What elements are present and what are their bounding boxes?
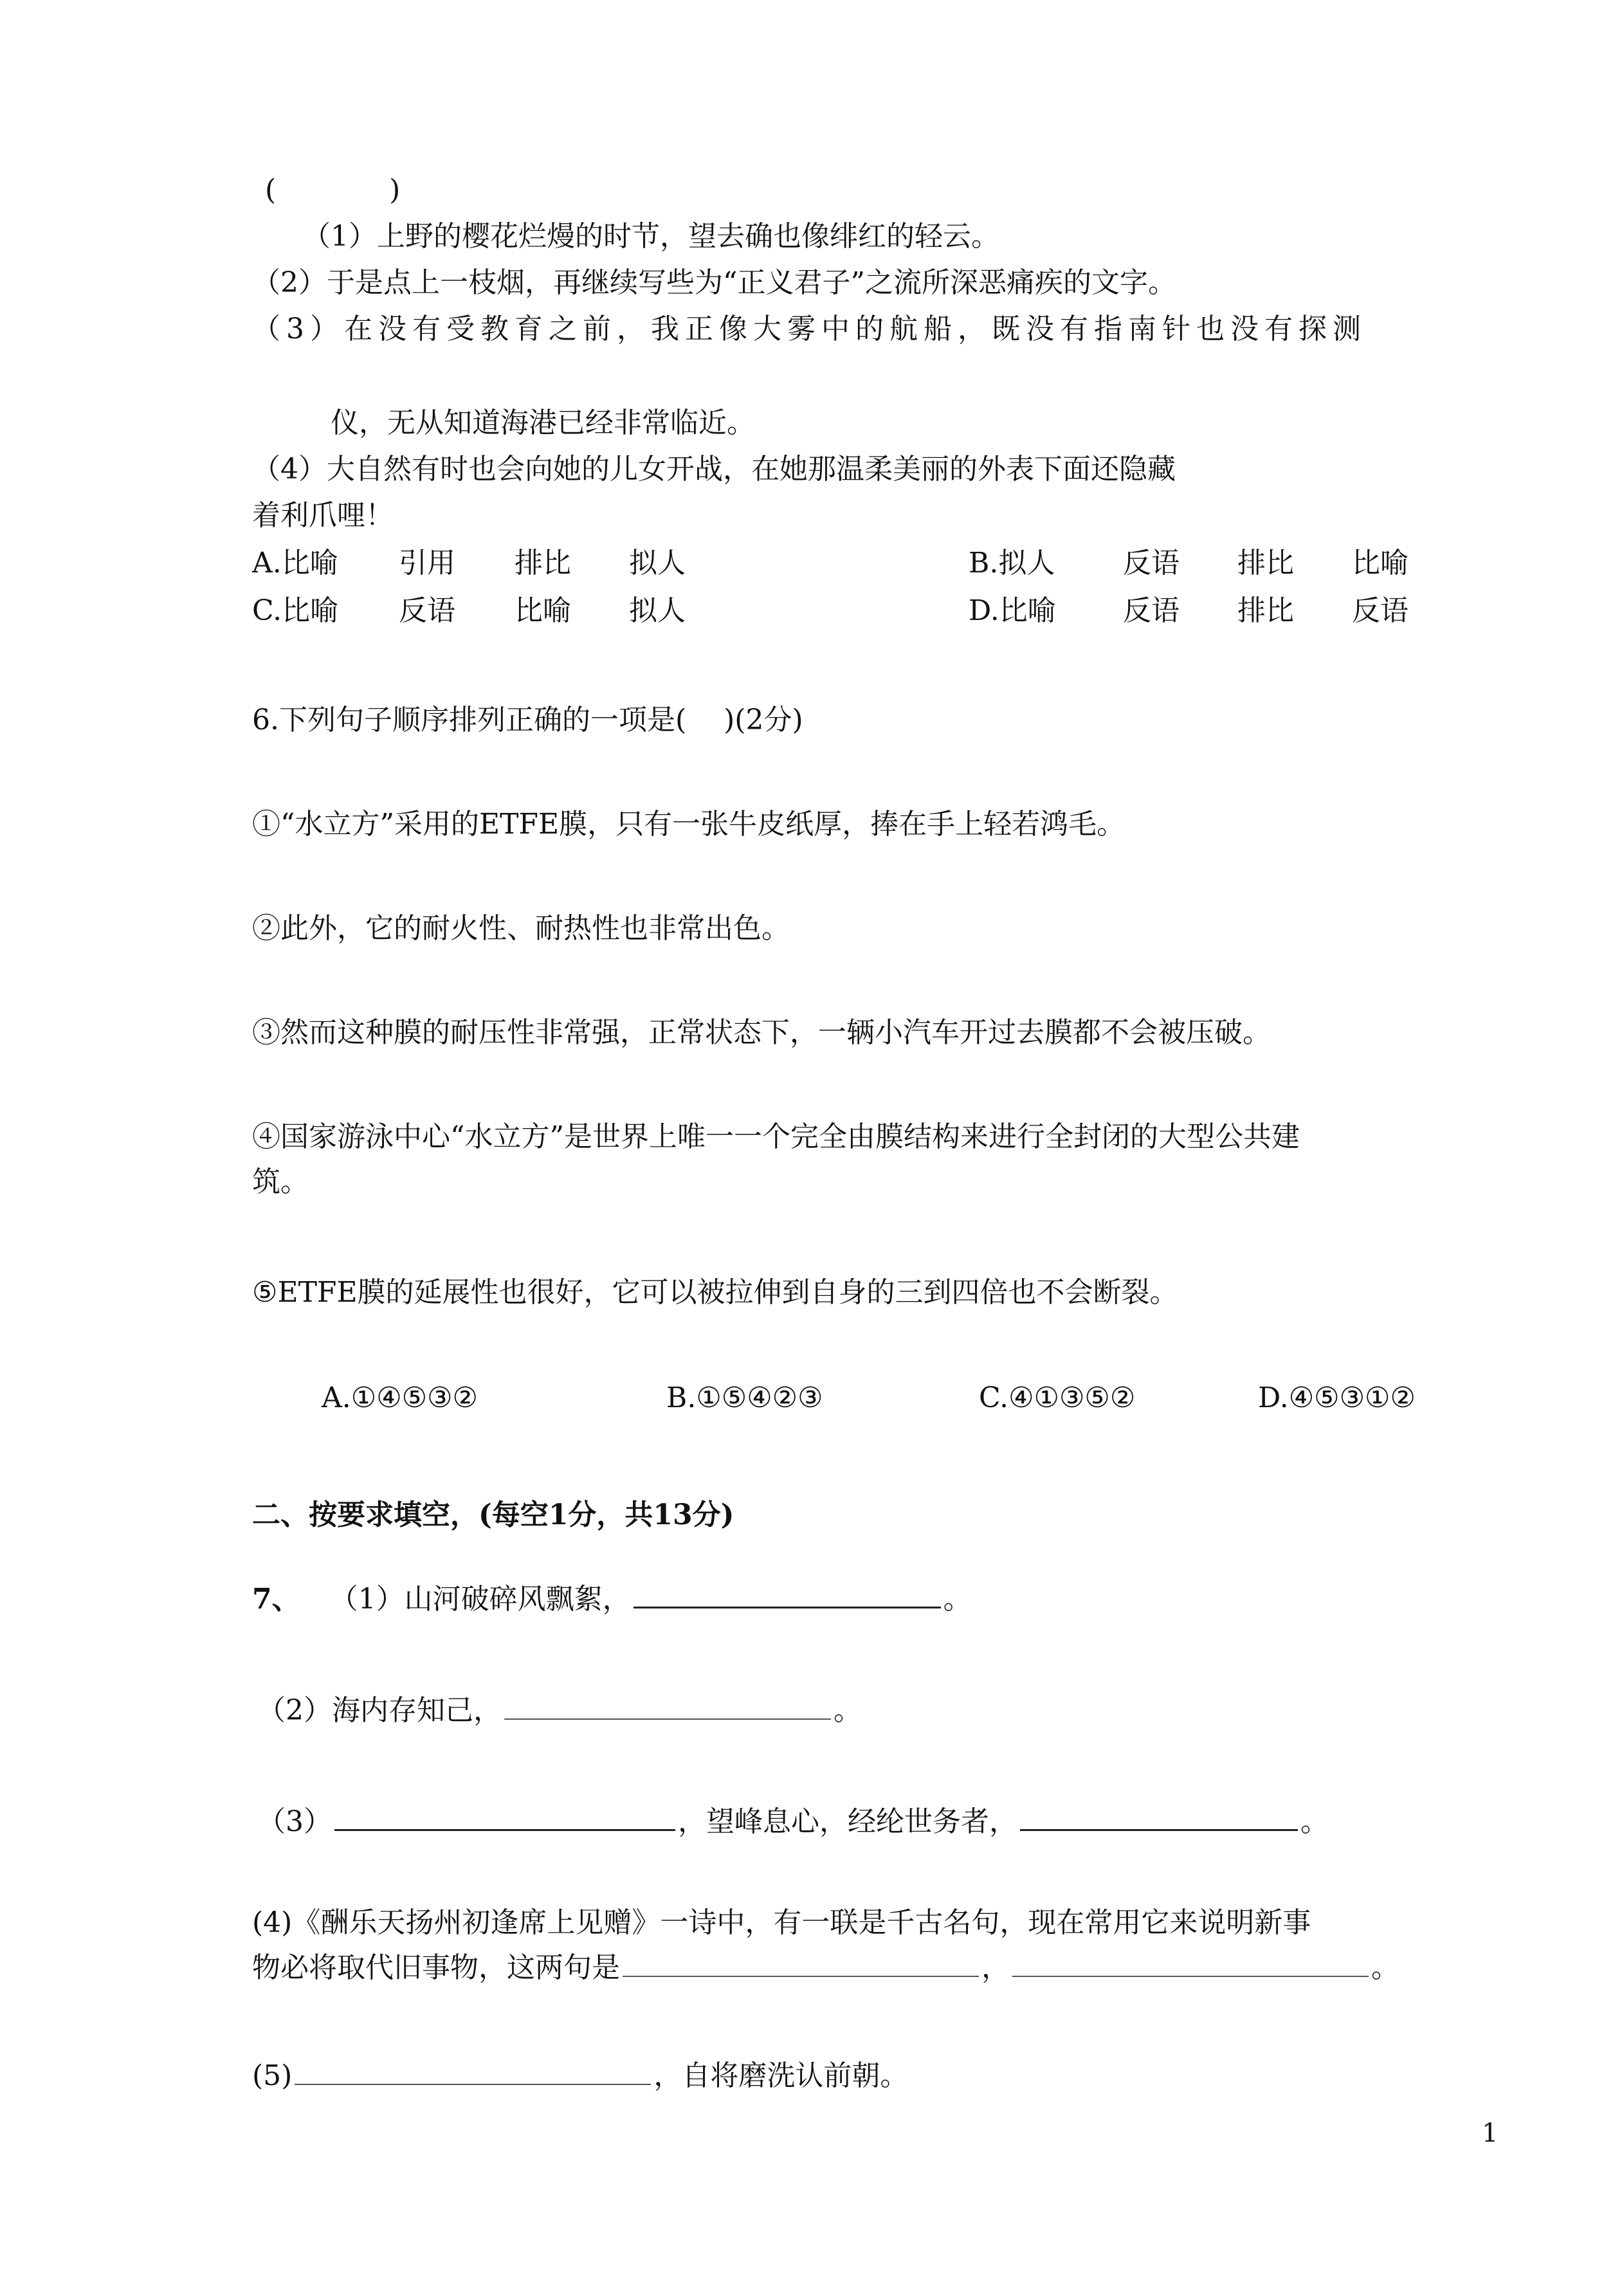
- punct: 。: [1300, 1805, 1329, 1838]
- q5-option-b[interactable]: [969, 545, 1483, 581]
- q5-sentence-3: （3）在没有受教育之前，我正像大雾中的航船，既没有指南针也没有探测: [252, 313, 1367, 345]
- option-term: 引用: [399, 547, 455, 579]
- option-term: 排比: [1237, 547, 1294, 579]
- page-number: 1: [1482, 2118, 1499, 2148]
- answer-blank[interactable]: [504, 1693, 831, 1720]
- option-term: B.拟人: [969, 547, 1055, 579]
- q6-option-d[interactable]: D.④⑤③①②: [1258, 1381, 1416, 1414]
- answer-parentheses: ( ): [265, 174, 401, 206]
- answer-blank[interactable]: [633, 1581, 941, 1608]
- option-term: 比喻: [1352, 547, 1408, 579]
- option-term: 排比: [1237, 594, 1294, 627]
- prompt-text: 物必将取代旧事物，这两句是: [252, 1951, 620, 1984]
- option-term: 拟人: [629, 594, 686, 627]
- option-term: 反语: [1352, 594, 1408, 627]
- punct: 。: [834, 1694, 862, 1727]
- q5-option-d[interactable]: [969, 593, 1483, 629]
- option-term: A.比喻: [252, 547, 338, 579]
- option-term: 反语: [1123, 594, 1180, 627]
- answer-blank[interactable]: [623, 1950, 979, 1977]
- answer-blank[interactable]: [295, 2058, 651, 2085]
- q5-sentence-1: （1）上野的樱花烂熳的时节，望去确也像绯红的轻云。: [302, 220, 999, 253]
- prompt-text: ，望峰息心，经纶世务者，: [678, 1805, 1017, 1838]
- q6-option-b[interactable]: B.①⑤④②③: [666, 1381, 823, 1414]
- q6-sentence-5: ⑤ETFE膜的延展性也很好，它可以被拉伸到自身的三到四倍也不会断裂。: [252, 1276, 1178, 1309]
- prompt-text: （3）: [257, 1805, 332, 1838]
- q7-line-3: [257, 1803, 1329, 1840]
- q5-option-a[interactable]: [252, 545, 831, 581]
- option-term: 比喻: [515, 594, 571, 627]
- q7-line-4: (4)《酬乐天扬州初逢席上见赠》一诗中，有一联是千古名句，现在常用它来说明新事: [252, 1906, 1311, 1939]
- option-term: D.比喻: [969, 594, 1056, 627]
- q5-sentence-4-cont: 着利爪哩！: [252, 499, 394, 532]
- prompt-text: （2）海内存知己，: [257, 1694, 502, 1727]
- q6-sentence-2: ②此外，它的耐火性、耐热性也非常出色。: [252, 912, 790, 945]
- q6-sentence-4: ④国家游泳中心“水立方”是世界上唯一一个完全由膜结构来进行全封闭的大型公共建: [252, 1120, 1300, 1153]
- q7-line-4-cont: [252, 1950, 1399, 1986]
- q6-sentence-1: ①“水立方”采用的ETFE膜，只有一张牛皮纸厚，捧在手上轻若鸿毛。: [252, 808, 1125, 841]
- option-term: 反语: [1123, 547, 1180, 579]
- answer-blank[interactable]: [334, 1803, 675, 1831]
- q5-sentence-3-cont: 仪，无从知道海港已经非常临近。: [331, 406, 755, 439]
- punct: 。: [943, 1583, 972, 1616]
- q6-sentence-4-cont: 筑。: [252, 1165, 309, 1198]
- q5-sentence-2: （2）于是点上一枝烟，再继续写些为“正义君子”之流所深恶痛疾的文字。: [252, 266, 1176, 299]
- option-term: 拟人: [629, 547, 686, 579]
- answer-blank[interactable]: [1020, 1803, 1298, 1831]
- prompt-text: (5): [252, 2059, 293, 2092]
- option-term: 反语: [399, 594, 455, 627]
- q7-line-2: [257, 1693, 862, 1729]
- punct: 。: [1371, 1951, 1399, 1984]
- option-term: C.比喻: [252, 594, 339, 627]
- prompt-text: ，自将磨洗认前朝。: [653, 2059, 909, 2092]
- q7-line-1: [252, 1581, 972, 1617]
- section-heading: 二、按要求填空，(每空1分，共13分): [252, 1499, 734, 1531]
- q5-sentence-4: （4）大自然有时也会向她的儿女开战，在她那温柔美丽的外表下面还隐藏: [252, 453, 1176, 486]
- punct: ，: [981, 1951, 1010, 1984]
- q6-sentence-3: ③然而这种膜的耐压性非常强，正常状态下，一辆小汽车开过去膜都不会被压破。: [252, 1016, 1271, 1049]
- q7-label: 7、: [252, 1583, 300, 1616]
- q6-option-a[interactable]: A.①④⑤③②: [322, 1381, 478, 1414]
- option-term: 排比: [515, 547, 571, 579]
- q6-stem: 6.下列句子顺序排列正确的一项是( )(2分): [252, 704, 803, 736]
- q6-option-c[interactable]: C.④①③⑤②: [979, 1381, 1136, 1414]
- answer-blank[interactable]: [1012, 1950, 1369, 1977]
- q5-option-c[interactable]: [252, 593, 831, 629]
- q7-line-5: [252, 2058, 908, 2094]
- prompt-text: （1）山河破碎风飘絮，: [329, 1583, 631, 1616]
